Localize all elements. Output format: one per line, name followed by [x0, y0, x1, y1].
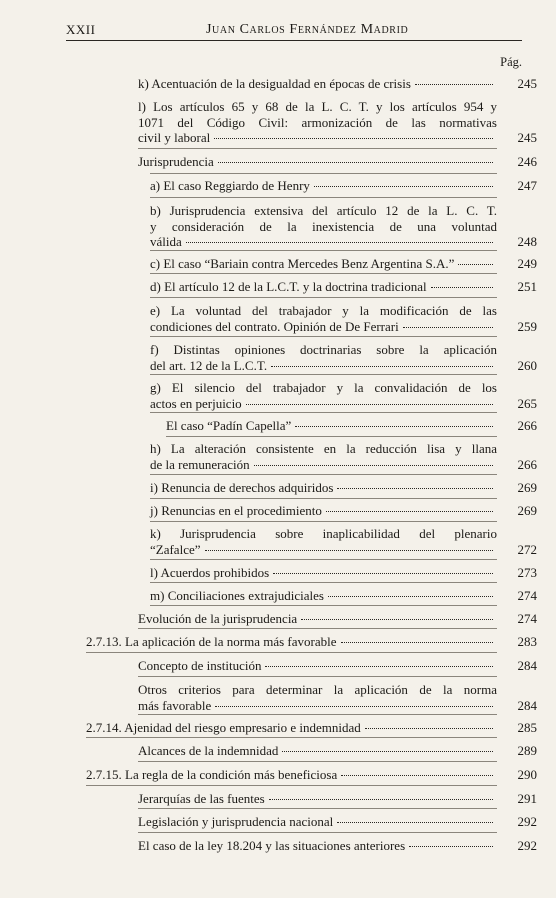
row-separator: [166, 436, 497, 437]
toc-entry-title: condiciones del contrato. Opinión de De Ferrari: [150, 318, 399, 334]
page-number: 269: [517, 503, 537, 518]
toc-entry[interactable]: [150, 279, 537, 295]
row-separator: [138, 714, 497, 715]
row-separator: [150, 498, 497, 499]
page-column-label: Pág.: [500, 55, 522, 69]
dot-leader: [269, 798, 493, 800]
toc-entry-line: l) Los artículos 65 y 68 de la L. C. T. y los artículos 954 y: [138, 99, 497, 114]
toc-entry-title: más favorable: [138, 697, 212, 713]
toc-entry[interactable]: [138, 154, 537, 170]
row-separator: [150, 582, 497, 583]
row-separator: [86, 652, 497, 653]
page-number: 273: [517, 565, 537, 580]
toc-entry-title: del art. 12 de la L.C.T.: [150, 357, 268, 373]
dot-leader: [205, 549, 493, 551]
toc-entry[interactable]: [86, 720, 537, 736]
dot-leader: [326, 510, 493, 512]
dot-leader: [337, 487, 493, 489]
toc-entry[interactable]: [138, 99, 537, 146]
toc-entry[interactable]: [150, 342, 537, 373]
row-separator: [150, 336, 497, 337]
page-number: 283: [517, 634, 537, 649]
toc-entry[interactable]: [166, 418, 537, 434]
row-separator: [150, 273, 497, 274]
row-separator: [138, 808, 497, 809]
row-separator: [150, 250, 497, 251]
dot-leader: [265, 665, 493, 667]
dot-leader: [301, 618, 493, 620]
page-number: 260: [517, 357, 537, 373]
page-number: 272: [517, 541, 537, 557]
toc-entry[interactable]: [138, 76, 537, 92]
toc-entry[interactable]: [150, 588, 537, 604]
row-separator: [86, 785, 497, 786]
page-number: 245: [517, 76, 537, 91]
dot-leader: [295, 425, 493, 427]
toc-entry[interactable]: [150, 178, 537, 194]
page-number: 246: [517, 154, 537, 169]
toc-entry-title: a) El caso Reggiardo de Henry: [150, 178, 310, 193]
page-number: 247: [517, 178, 537, 193]
toc-entry-title: Jurisprudencia: [138, 154, 214, 169]
toc-entry[interactable]: [138, 682, 537, 713]
row-separator: [150, 297, 497, 298]
page-number: 289: [517, 743, 537, 758]
toc-entry-title: Jerarquías de las fuentes: [138, 791, 265, 806]
toc-entry-line: e) La voluntad del trabajador y la modificación de las: [150, 303, 497, 318]
running-header: [66, 20, 522, 41]
row-separator: [138, 832, 497, 833]
dot-leader: [186, 241, 493, 243]
toc-entry-title: 2.7.13. La aplicación de la norma más favorable: [86, 634, 337, 649]
dot-leader: [328, 595, 493, 597]
toc-entry[interactable]: [150, 480, 537, 496]
dot-leader: [409, 845, 493, 847]
toc-entry[interactable]: [150, 503, 537, 519]
page-number: 274: [517, 611, 537, 626]
toc-entry[interactable]: [150, 565, 537, 581]
dot-leader: [341, 641, 493, 643]
page-number: 284: [517, 658, 537, 673]
toc-entry[interactable]: [138, 611, 537, 627]
toc-entry-line: y consideración de la inexistencia de una voluntad: [150, 218, 497, 234]
toc-entry[interactable]: [150, 380, 537, 411]
dot-leader: [273, 572, 493, 574]
toc-entry[interactable]: [150, 256, 537, 272]
page-number: 266: [517, 456, 537, 472]
dot-leader: [415, 83, 493, 85]
row-separator: [150, 474, 497, 475]
toc-entry-title: l) Acuerdos prohibidos: [150, 565, 270, 580]
toc-entry-line: 1071 del Código Civil: armonización de las normativas: [138, 114, 497, 130]
toc-entry-title: Evolución de la jurisprudencia: [138, 611, 298, 626]
toc-entry[interactable]: [150, 441, 537, 472]
dot-leader: [218, 161, 493, 163]
row-separator: [150, 605, 497, 606]
row-separator: [150, 521, 497, 522]
toc-entry-title: j) Renuncias en el procedimiento: [150, 503, 322, 518]
dot-leader: [403, 326, 493, 328]
toc-entry-title: 2.7.15. La regla de la condición más beneficiosa: [86, 767, 338, 782]
running-head: Juan Carlos Fernández Madrid: [206, 22, 409, 37]
row-separator: [150, 559, 497, 560]
toc-entry-line: f) Distintas opiniones doctrinarias sobre la aplicación: [150, 342, 497, 357]
toc-entry-title: Concepto de institución: [138, 658, 262, 673]
toc-entry[interactable]: [86, 634, 537, 650]
toc-entry-line: b) Jurisprudencia extensiva del artículo 12 de la L. C. T.: [150, 203, 497, 218]
row-separator: [86, 737, 497, 738]
toc-entry[interactable]: [138, 838, 537, 854]
toc-entry-title: civil y laboral: [138, 130, 211, 146]
row-separator: [138, 761, 497, 762]
toc-entry[interactable]: [138, 814, 537, 830]
dot-leader: [214, 137, 493, 139]
toc-entry[interactable]: [150, 303, 537, 334]
row-separator: [150, 374, 497, 375]
toc-entry-title: Legislación y jurisprudencia nacional: [138, 814, 334, 829]
toc-entry-title: de la remuneración: [150, 456, 250, 472]
row-separator: [138, 676, 497, 677]
page-number: 245: [517, 130, 537, 146]
page-number: 290: [517, 767, 537, 782]
toc-entry-title: c) El caso “Bariain contra Mercedes Benz Argentina S.A.”: [150, 256, 455, 271]
row-separator: [150, 197, 497, 198]
toc-entry[interactable]: [138, 743, 537, 759]
toc-entry[interactable]: [150, 203, 537, 250]
page-number: 266: [517, 418, 537, 433]
page-number: 248: [517, 234, 537, 250]
page-number: 259: [517, 318, 537, 334]
page-number: 291: [517, 791, 537, 806]
dot-leader: [431, 286, 493, 288]
toc-entry[interactable]: [138, 658, 537, 674]
toc-entry-line: g) El silencio del trabajador y la convalidación de los: [150, 380, 497, 395]
row-separator: [150, 173, 497, 174]
page-number: 251: [517, 279, 537, 294]
page-number: 284: [517, 697, 537, 713]
toc-entry[interactable]: [138, 791, 537, 807]
dot-leader: [337, 821, 493, 823]
dot-leader: [282, 750, 493, 752]
page-number: 265: [517, 395, 537, 411]
row-separator: [138, 148, 497, 149]
toc-entry-title: 2.7.14. Ajenidad del riesgo empresario e indemnidad: [86, 720, 361, 735]
dot-leader: [365, 727, 493, 729]
dot-leader: [271, 365, 493, 367]
toc-entry-title: El caso de la ley 18.204 y las situaciones anteriores: [138, 838, 406, 853]
page-number: 292: [517, 838, 537, 853]
page-number: 292: [517, 814, 537, 829]
row-separator: [150, 412, 497, 413]
page-number: 269: [517, 480, 537, 495]
toc-entry-title: m) Conciliaciones extrajudiciales: [150, 588, 324, 603]
row-separator: [138, 628, 497, 629]
dot-leader: [341, 774, 493, 776]
toc-entry-title: El caso “Padín Capella”: [166, 418, 292, 433]
toc-entry-line: h) La alteración consistente en la reducción lisa y llana: [150, 441, 497, 456]
page-number: 274: [517, 588, 537, 603]
toc-entry-title: Alcances de la indemnidad: [138, 743, 279, 758]
toc-entry-line: k) Jurisprudencia sobre inaplicabilidad del plenario: [150, 526, 497, 541]
toc-entry-title: actos en perjuicio: [150, 395, 242, 411]
page-number: 249: [517, 256, 537, 271]
toc-entry-title: “Zafalce”: [150, 541, 201, 557]
toc-entry[interactable]: [150, 526, 537, 557]
toc-entry-title: k) Acentuación de la desigualdad en épocas de crisis: [138, 76, 411, 91]
page-number: 285: [517, 720, 537, 735]
toc-entry-title: d) El artículo 12 de la L.C.T. y la doctrina tradicional: [150, 279, 427, 294]
dot-leader: [458, 263, 493, 265]
dot-leader: [314, 185, 493, 187]
toc-entry[interactable]: [86, 767, 537, 783]
toc-entry-title: válida: [150, 234, 182, 250]
toc-entry-line: Otros criterios para determinar la aplicación de la norma: [138, 682, 497, 697]
dot-leader: [254, 464, 493, 466]
dot-leader: [215, 705, 493, 707]
page-folio: XXII: [66, 22, 96, 37]
dot-leader: [246, 403, 493, 405]
toc-entry-title: i) Renuncia de derechos adquiridos: [150, 480, 334, 495]
